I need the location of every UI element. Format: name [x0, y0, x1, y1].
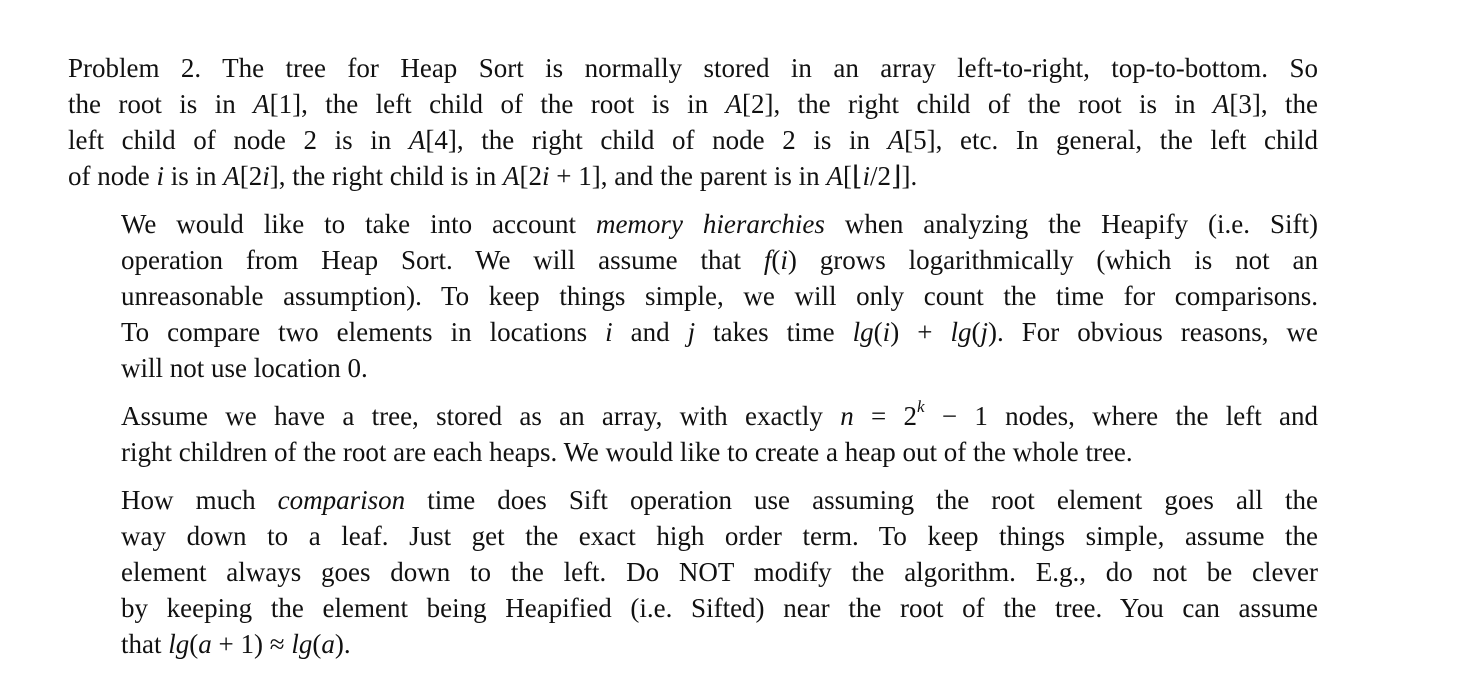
math-var: n [840, 401, 854, 431]
text: will not use location 0. [121, 353, 368, 383]
math-var: A [408, 125, 426, 155]
text-line [121, 518, 1318, 554]
emphasis-text: comparison [277, 485, 406, 515]
math-var: A [725, 89, 742, 119]
math-var: j [980, 317, 988, 347]
math-var: a [198, 629, 212, 659]
text: [2], the right child of the root is in [742, 89, 1213, 119]
math-var: i [542, 161, 550, 191]
text-line [121, 206, 1318, 242]
text-line [68, 158, 1318, 194]
text: [1], the left child of the root is in [269, 89, 726, 119]
text-line [121, 590, 1318, 626]
text: operation from Heap Sort. We will assume that [121, 245, 764, 275]
text: How much [121, 485, 278, 515]
text: ) grows logarithmically (which is not an [787, 245, 1318, 275]
text: by keeping the element being Heapified (i.e. Sifted) near the root of the tree. You can assume [121, 593, 1318, 623]
text-line [121, 434, 1318, 470]
text: time does Sift operation use assuming the root element goes all the [405, 485, 1319, 515]
text: = 2 [853, 401, 918, 431]
text-line [121, 626, 1318, 662]
math-var: lg [950, 317, 972, 347]
text-line [68, 86, 1319, 122]
text: left child of node 2 is in [68, 125, 409, 155]
math-var: A [887, 125, 905, 155]
text: Assume we have a tree, stored as an array, with exactly [121, 401, 841, 431]
math-var: i [605, 317, 613, 347]
text: ( [971, 317, 981, 347]
text: [5], etc. In general, the left child [904, 125, 1319, 155]
text: ], the right child is in [269, 161, 503, 191]
math-var: lg [852, 317, 874, 347]
math-var: i [780, 245, 788, 275]
text-line [121, 314, 1318, 350]
text: To compare two elements in locations [121, 317, 606, 347]
math-var: j [687, 317, 696, 347]
text: We would like to take into account [121, 209, 596, 239]
paragraph-memory-hierarchies [121, 206, 1318, 386]
math-var: A [253, 89, 270, 119]
math-var: f [763, 245, 772, 275]
text-line [121, 398, 1318, 434]
text: [3], the [1229, 89, 1319, 119]
text: ) + [890, 317, 951, 347]
text: the root is in [68, 89, 254, 119]
math-var: A [503, 161, 520, 191]
text: [⌊ [842, 161, 863, 191]
text: + 1], and the parent is in [549, 161, 827, 191]
text: − 1 nodes, where the left and [924, 401, 1318, 431]
text: ( [189, 629, 199, 659]
text-line [121, 242, 1318, 278]
text: and [612, 317, 688, 347]
text: that [121, 629, 169, 659]
text: [2 [239, 161, 263, 191]
text-line [121, 554, 1318, 590]
math-var: lg [168, 629, 190, 659]
text-line [121, 278, 1318, 314]
math-var: A [826, 161, 843, 191]
text: + 1) ≈ [211, 629, 292, 659]
paragraph-question [121, 482, 1318, 662]
math-var: i [262, 161, 270, 191]
math-var: a [321, 629, 335, 659]
text: [2 [519, 161, 542, 191]
paragraph-array-storage [68, 50, 1319, 194]
math-var: A [1212, 89, 1230, 119]
text: ( [873, 317, 883, 347]
problem-heading-text: Problem 2. The tree for Heap Sort is normally stored in an array left-to-right, top-to-bottom. So [68, 53, 1318, 83]
text-line [68, 122, 1319, 158]
text: takes time [695, 317, 853, 347]
text-line [121, 350, 1318, 386]
text: when analyzing the Heapify (i.e. Sift) [824, 209, 1318, 239]
math-exponent: k [917, 397, 925, 416]
text: ). For obvious reasons, we [987, 317, 1318, 347]
text: unreasonable assumption). To keep things simple, we will only count the time for comparisons. [121, 281, 1318, 311]
math-var: i [862, 161, 870, 191]
text-line [68, 50, 1318, 86]
text: ( [771, 245, 781, 275]
paragraph-tree-assumption [121, 398, 1318, 470]
emphasis-text: memory hierarchies [595, 209, 825, 239]
text: /2⌋]. [869, 161, 918, 191]
math-var: i [156, 161, 164, 191]
text-line [121, 482, 1318, 518]
text: is in [164, 161, 224, 191]
text: right children of the root are each heaps. We would like to create a heap out of the whole tree. [121, 437, 1133, 467]
math-var: A [223, 161, 240, 191]
text: ( [312, 629, 322, 659]
text: ). [334, 629, 351, 659]
text: way down to a leaf. Just get the exact high order term. To keep things simple, assume the [121, 521, 1318, 551]
text: [4], the right child of node 2 is in [425, 125, 888, 155]
text: element always goes down to the left. Do NOT modify the algorithm. E.g., do not be clever [121, 557, 1318, 587]
math-var: lg [291, 629, 313, 659]
text: of node [68, 161, 157, 191]
math-var: i [882, 317, 891, 347]
problem-document [68, 50, 1318, 674]
